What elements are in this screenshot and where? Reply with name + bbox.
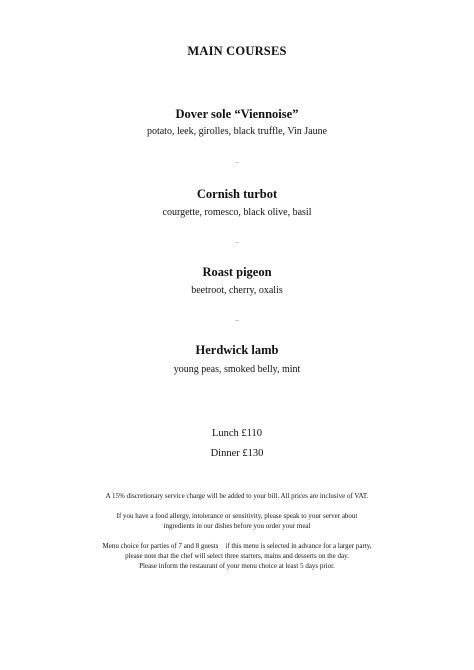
dish-name: Dover sole “Viennoise”: [175, 107, 299, 121]
dish-name: Cornish turbot: [196, 187, 278, 201]
party-note-line: Please inform the restaurant of your menu choice at least 5 days prior.: [139, 562, 335, 570]
menu-title: MAIN COURSES: [187, 44, 287, 58]
dish-description: potato, leek, girolles, black truffle, Vin Jaune: [146, 126, 328, 137]
dinner-price: Dinner £130: [210, 448, 264, 459]
service-charge-note: A 15% discretionary service charge will be added to your bill. All prices are inclusive of VAT.: [105, 492, 369, 500]
dish-name: Roast pigeon: [202, 265, 272, 279]
dish-description: young peas, smoked belly, mint: [173, 364, 301, 375]
party-note-line: Menu choice for parties of 7 and 8 guests if this menu is selected in advance for a larger party,: [102, 542, 372, 550]
dish-description: beetroot, cherry, oxalis: [191, 285, 283, 296]
allergy-note-line: ingredients in our dishes before you order your meal: [163, 522, 311, 530]
party-note-line: please note that the chef will select three starters, mains and desserts on the day.: [125, 552, 349, 560]
dish-description: courgette, romesco, black olive, basil: [162, 207, 312, 218]
dish-separator: –: [235, 316, 239, 324]
lunch-price: Lunch £110: [211, 428, 263, 439]
dish-separator: –: [235, 238, 239, 246]
allergy-note-line: If you have a food allergy, intolerance or sensitivity, please speak to your server about: [116, 512, 358, 520]
dish-separator: –: [235, 158, 239, 166]
dish-name: Herdwick lamb: [195, 343, 279, 357]
